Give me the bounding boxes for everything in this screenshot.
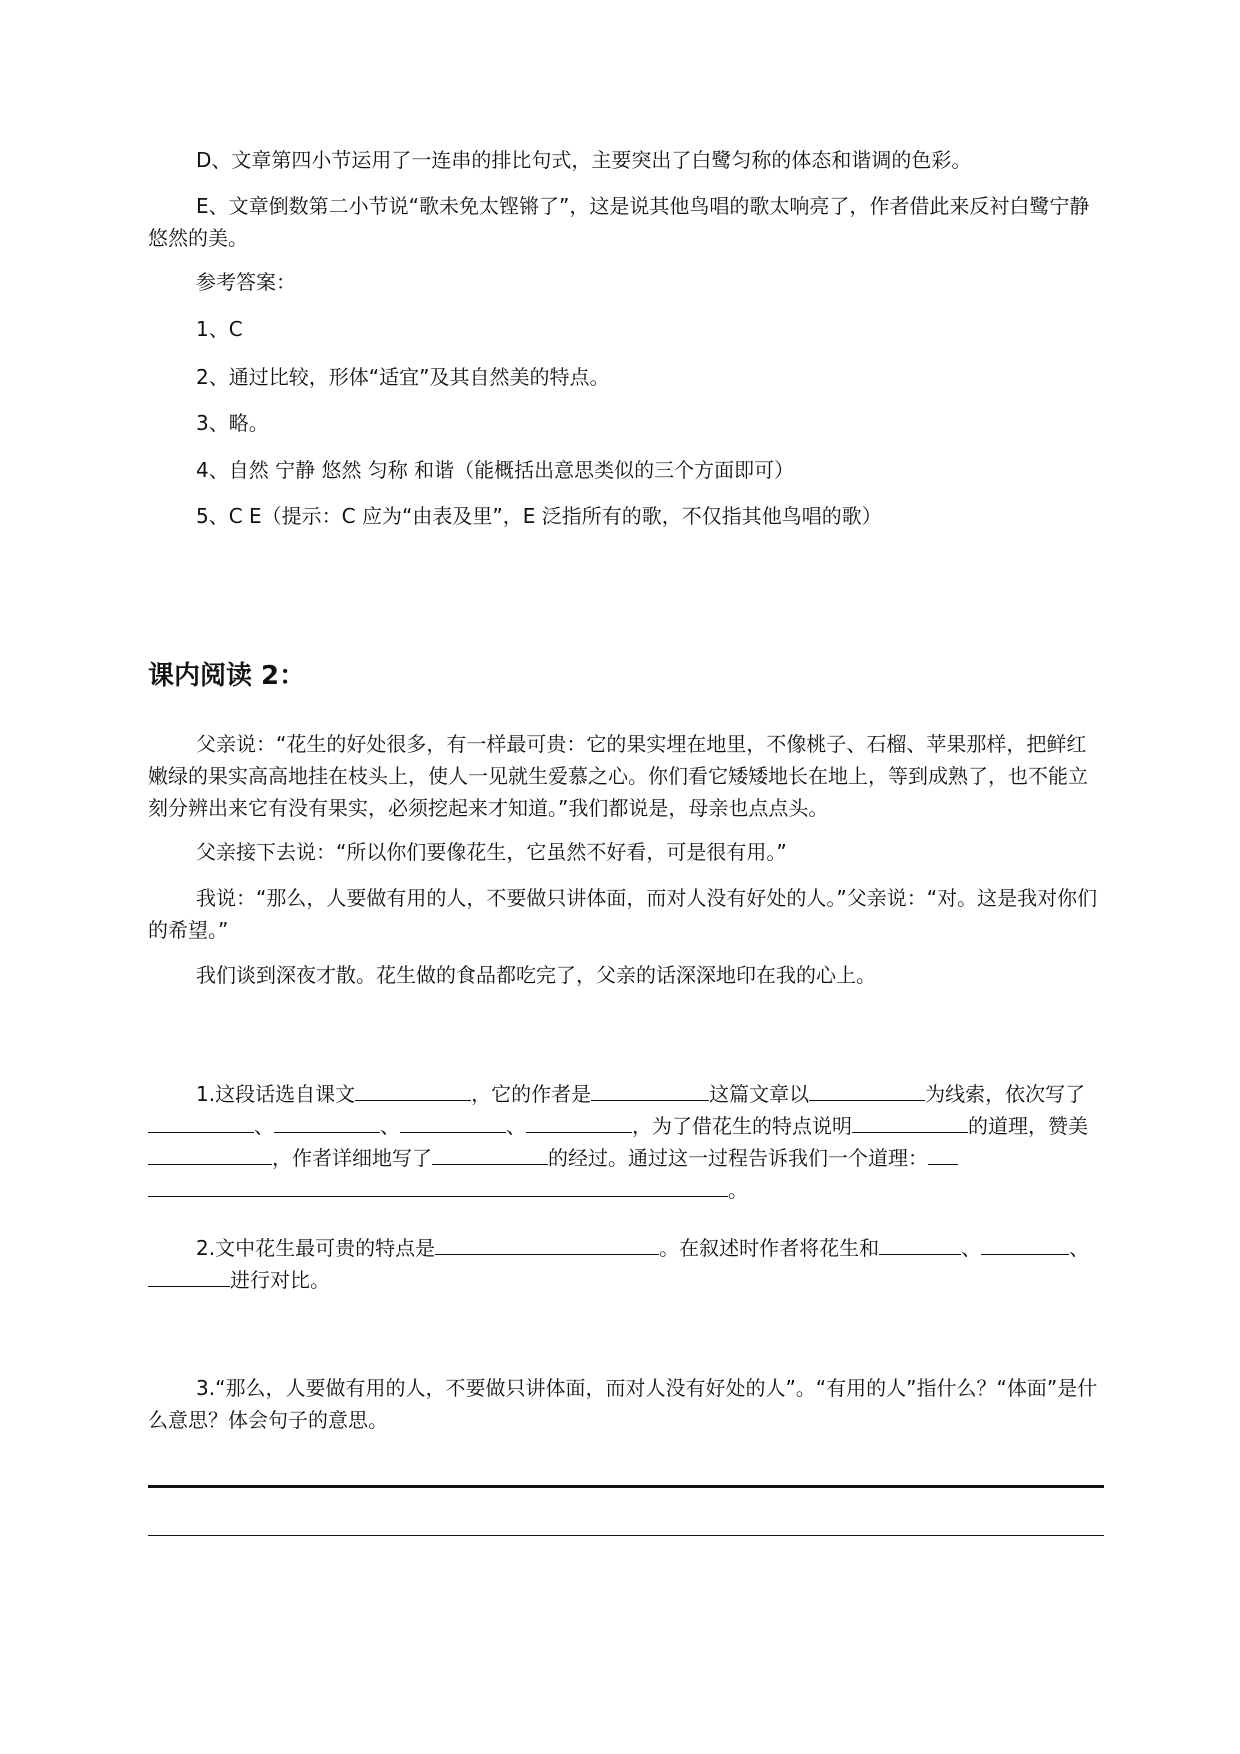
q2-text-2: 。在叙述时作者将花生和: [659, 1236, 880, 1260]
answer-4: 4、自然 宁静 悠然 匀称 和谐（能概括出意思类似的三个方面即可）: [196, 458, 795, 482]
answer-line-2[interactable]: [148, 1535, 1104, 1536]
q1-text-6: 、: [380, 1114, 400, 1138]
answer-1: 1、C: [196, 317, 243, 341]
q1-text-5: 、: [254, 1114, 274, 1138]
q1-text-10: ，作者详细地写了: [272, 1146, 432, 1170]
q1-blank-process[interactable]: [432, 1142, 548, 1165]
option-e: E、文章倒数第二小节说“歌未免太铿锵了”，这是说其他鸟唱的歌太响亮了，作者借此来反衬白鹭宁静悠然的美。: [148, 194, 1090, 250]
q1-blank-praise[interactable]: [148, 1142, 272, 1165]
q1-blank-lesson-b[interactable]: [148, 1174, 728, 1197]
q1-blank-clue[interactable]: [809, 1078, 925, 1101]
q2-blank-compare-3[interactable]: [148, 1264, 230, 1287]
q1-text-7: 、: [506, 1114, 526, 1138]
q2-blank-feature[interactable]: [435, 1232, 659, 1255]
section-heading: 课内阅读 2：: [148, 661, 306, 691]
q2-text-1: 2.文中花生最可贵的特点是: [196, 1236, 436, 1260]
q1-blank-event-1[interactable]: [148, 1110, 254, 1133]
q1-text-3: 这篇文章以: [709, 1082, 810, 1106]
q2-text-3: 、: [961, 1236, 982, 1260]
q1-blank-author[interactable]: [591, 1078, 709, 1101]
answer-2: 2、通过比较，形体“适宜”及其自然美的特点。: [196, 365, 610, 389]
question-2: [148, 1232, 1104, 1296]
answer-3: 3、略。: [196, 411, 269, 435]
q1-blank-event-2[interactable]: [274, 1110, 380, 1133]
passage-paragraph-4: 我们谈到深夜才散。花生做的食品都吃完了，父亲的话深深地印在我的心上。: [196, 963, 876, 987]
q1-text-4: 为线索，依次写了: [925, 1082, 1086, 1106]
answer-5: 5、C E（提示：C 应为“由表及里”，E 泛指所有的歌，不仅指其他鸟唱的歌）: [196, 504, 882, 528]
q1-text-11: 的经过。通过这一过程告诉我们一个道理：: [548, 1146, 928, 1170]
option-d: D、文章第四小节运用了一连串的排比句式，主要突出了白鹭匀称的体态和谐调的色彩。: [196, 148, 972, 172]
q1-blank-event-3[interactable]: [400, 1110, 506, 1133]
question-1: [148, 1078, 1104, 1206]
q1-blank-lesson[interactable]: [355, 1078, 471, 1101]
passage-paragraph-2: 父亲接下去说：“所以你们要像花生，它虽然不好看，可是很有用。”: [196, 840, 787, 864]
q1-blank-lesson-a[interactable]: [928, 1142, 958, 1165]
q2-blank-compare-2[interactable]: [981, 1232, 1069, 1255]
answers-title: 参考答案：: [196, 270, 296, 294]
document-page: [148, 0, 1104, 1754]
q1-text-9: 的道理，赞美: [968, 1114, 1088, 1138]
q1-text-8: ，为了借花生的特点说明: [632, 1114, 852, 1138]
answer-line-1[interactable]: [148, 1485, 1104, 1488]
q2-text-4: 、: [1069, 1236, 1090, 1260]
q1-text-2: ，它的作者是: [471, 1082, 592, 1106]
q2-blank-compare-1[interactable]: [879, 1232, 961, 1255]
q1-blank-event-4[interactable]: [526, 1110, 632, 1133]
passage-paragraph-1: 父亲说：“花生的好处很多，有一样最可贵：它的果实埋在地里，不像桃子、石榴、苹果那样，把鲜红嫩绿的果实高高地挂在枝头上，使人一见就生爱慕之心。你们看它矮矮地长在地上，等到成熟了，也不能立刻分辨出来它有没有果实，必须挖起来才知道。”我们都说是，母亲也点点头。: [148, 732, 1088, 820]
q1-blank-principle[interactable]: [852, 1110, 968, 1133]
q1-text-1: 1.这段话选自课文: [196, 1082, 356, 1106]
q2-text-5: 进行对比。: [230, 1268, 330, 1292]
q1-text-12: 。: [728, 1178, 748, 1202]
passage-paragraph-3: 我说：“那么，人要做有用的人，不要做只讲体面，而对人没有好处的人。”父亲说：“对。这是我对你们的希望。”: [148, 886, 1098, 942]
question-3: 3.“那么，人要做有用的人，不要做只讲体面，而对人没有好处的人”。“有用的人”指什么？“体面”是什么意思？体会句子的意思。: [148, 1376, 1098, 1432]
